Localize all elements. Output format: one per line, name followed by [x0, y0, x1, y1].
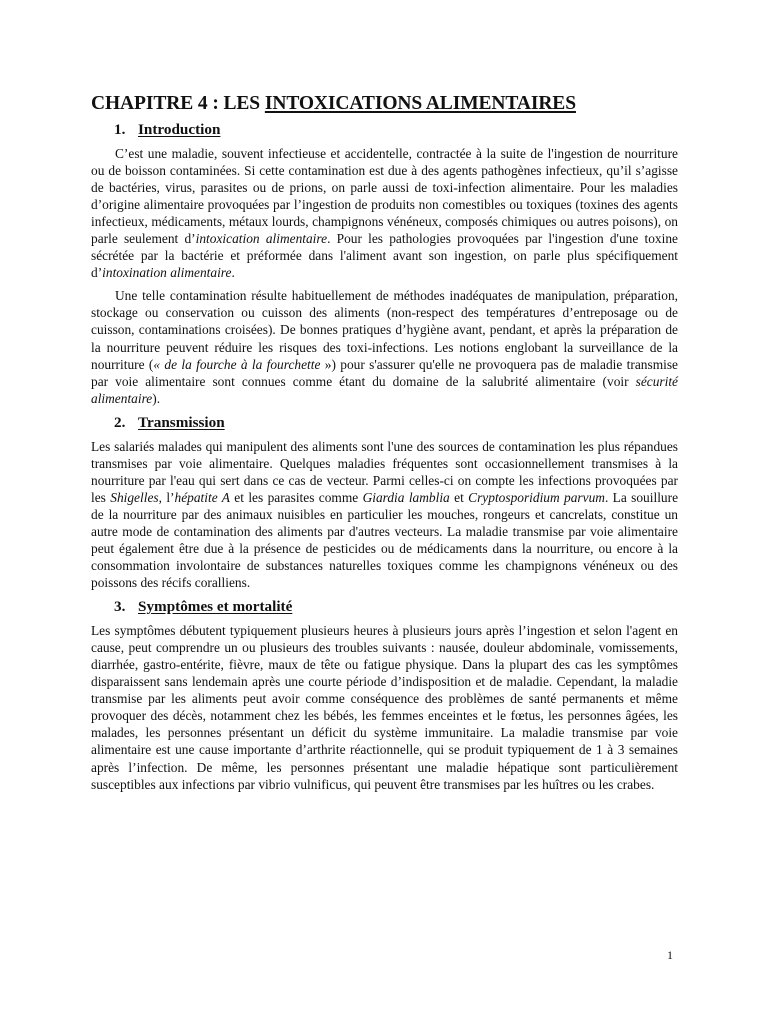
text-run: et les parasites comme — [229, 489, 363, 505]
section-heading-introduction — [91, 120, 678, 140]
chapter-title-underlined: INTOXICATIONS ALIMENTAIRES — [264, 93, 576, 114]
text-run: Une telle contamination résulte habituellement de méthodes inadéquates de manipulation, préparation, stockage ou conservation ou cuisson des aliments (non-respect des températures d’entreposage ou de cuisson, contaminations croisées). De bonnes pratiques d’hygiène avant, pendant, et après la préparation de la nourriture peuvent réduire les risques des toxi-infections. Les notions englobant la surveillance de la nourriture ( — [91, 288, 678, 372]
section-title: Symptômes et mortalité — [138, 598, 293, 616]
italic-term: Giardia lamblia — [362, 489, 450, 505]
chapter-title-prefix: CHAPITRE 4 : LES — [91, 93, 265, 114]
section-number: 3. — [114, 598, 126, 616]
italic-term: Shigelles — [110, 489, 159, 505]
italic-term: hépatite A — [174, 489, 230, 505]
chapter-title — [91, 92, 678, 116]
section-number: 1. — [114, 121, 126, 138]
italic-term: « de la fourche à la fourchette — [153, 356, 321, 372]
text-run: et — [449, 489, 469, 505]
italic-term: Cryptosporidium parvum — [468, 489, 605, 505]
text-run: C’est une maladie, souvent infectieuse et accidentelle, contractée à la suite de l'ingestion de nourriture ou de boisson contaminées. Si cette contamination est due à des agents pathogènes infectieux, qu’il s’agisse de bactéries, virus, parasites ou de prions, on parle aussi de toxi-infection alimentaire. Pour les maladies d’origine alimentaire provoquées par l’ingestion de produits non comestibles ou toxiques (toxines des agents infectieux, médicaments, métaux lourds, champignons vénéneux, composés chimiques ou autres poisons), on parle seulement d’ — [91, 146, 678, 247]
section-title: Transmission — [138, 413, 225, 431]
text-run: , l’ — [158, 489, 175, 505]
paragraph-introduction-2 — [91, 287, 678, 406]
section-heading-symptomes — [91, 597, 678, 617]
page-content — [91, 92, 678, 799]
paragraph-introduction-1 — [91, 145, 678, 281]
text-run: ») pour s'assurer qu'elle ne provoquera pas de maladie transmise par voie alimentaire sont connues comme étant du domaine de la salubrité alimentaire (voir — [91, 356, 678, 389]
text-run: . — [231, 265, 235, 281]
paragraph-symptomes: Les symptômes débutent typiquement plusieurs heures à plusieurs jours après l’ingestion et selon l'agent en cause, peut comprendre un ou plusieurs des troubles suivants : nausée, douleur abdominale, vomissements, diarrhée, gastro-entérite, fièvre, maux de tête ou fatigue physique. Dans la plupart des cas les symptômes disparaissent sans lendemain après une courte période d’indisposition et de maladie. Cependant, la maladie transmise par les aliments peut avoir comme conséquence des problèmes de santé permanents et même provoquer des décès, notamment chez les bébés, les femmes enceintes et le fœtus, les personnes âgées, les malades, les personnes présentant un déficit du système immunitaire. La maladie transmise par voie alimentaire est une cause importante d’arthrite réactionnelle, qui se produit typiquement de 1 à 3 semaines après l’infection. De même, les personnes présentant une maladie hépatique sont particulièrement susceptibles aux infections par vibrio vulnificus, qui peuvent être transmises par les huîtres ou les crabes. — [91, 623, 678, 792]
section-heading-transmission — [91, 413, 678, 433]
italic-term: sécurité alimentaire — [91, 373, 678, 406]
paragraph-transmission — [91, 438, 678, 591]
text-run: . Pour les pathologies provoquées par l'ingestion d'une toxine sécrétée par la bactérie et préformée dans l'aliment avant son ingestion, on parle plus spécifiquement d’ — [91, 231, 678, 281]
section-number: 2. — [114, 413, 126, 431]
section-title: Introduction — [138, 121, 221, 138]
italic-term: intoxication alimentaire — [195, 231, 328, 247]
page-number: 1 — [667, 948, 673, 962]
text-run: Les salariés malades qui manipulent des aliments sont l'une des sources de contamination les plus répandues transmises par voie alimentaire. Quelques maladies fréquentes sont occasionnellement transmises à la nourriture par l'eau qui sert dans ce cas de vecteur. Parmi celles-ci on compte les infections provoquées par les — [91, 438, 678, 505]
italic-term: intoxination alimentaire — [102, 265, 232, 281]
text-run: ). — [152, 390, 161, 406]
text-run: . La souillure de la nourriture par des animaux nuisibles en particulier les mouches, rongeurs et cancrelats, constitue un autre mode de contamination des aliments par d'autres vecteurs. La maladie transmise par voie alimentaire peut également être due à la présence de pesticides ou de médicaments dans la nourriture, ou encore à la consommation involontaire de substances naturelles toxiques comme les champignons vénéneux ou des poissons des récifs coralliens. — [91, 489, 679, 591]
